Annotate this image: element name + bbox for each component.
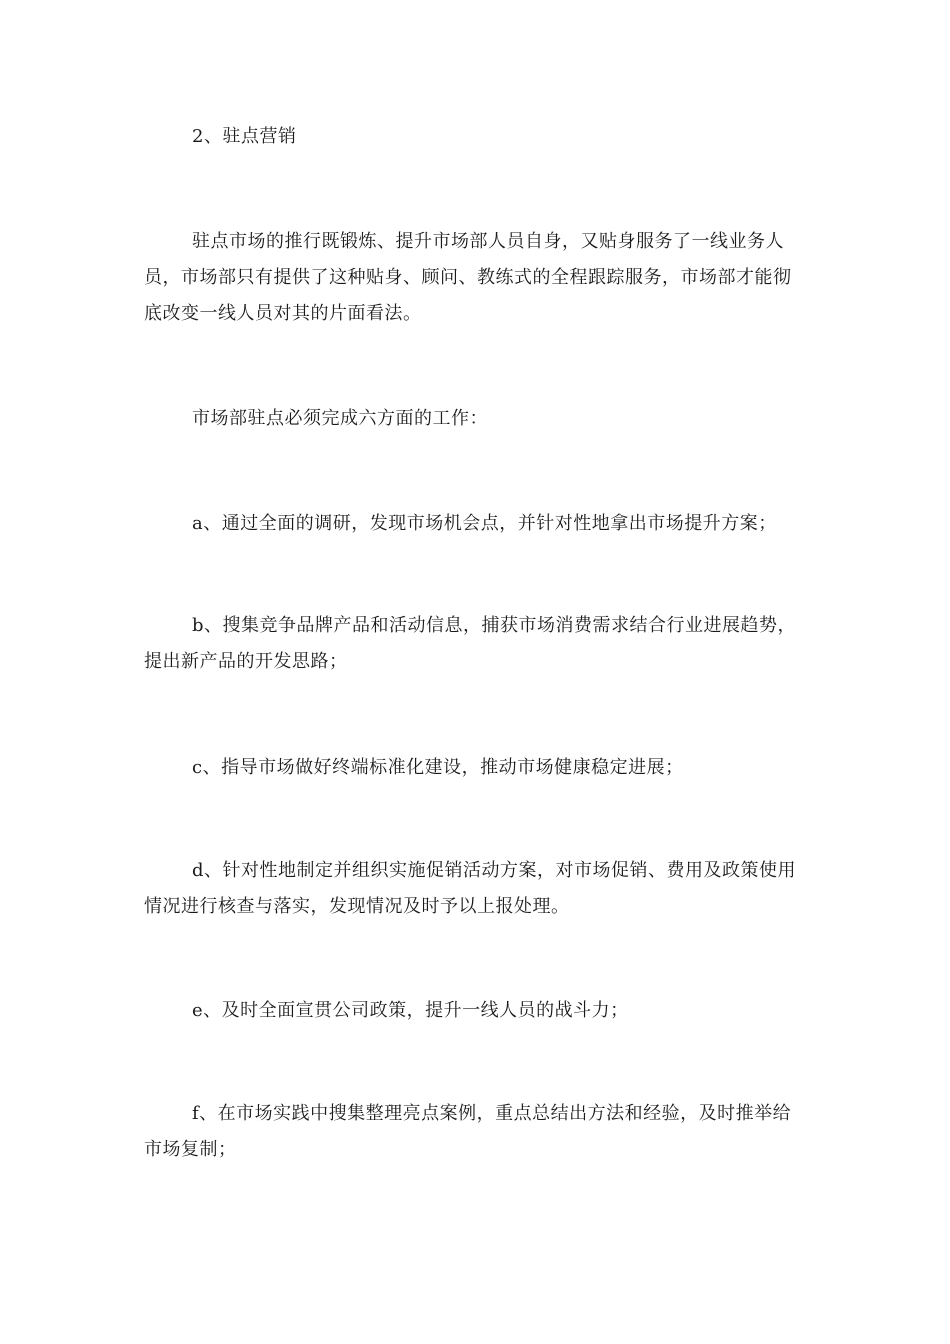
paragraph-task-b: b、搜集竞争品牌产品和活动信息，捕获市场消费需求结合行业进展趋势，提出新产品的开发思路；: [144, 615, 797, 672]
paragraph-task-d: d、针对性地制定并组织实施促销活动方案，对市场促销、费用及政策使用情况进行核查与落实，发现情况及时予以上报处理。: [144, 860, 797, 917]
paragraph-task-a: a、通过全面的调研，发现市场机会点，并针对性地拿出市场提升方案；: [192, 513, 777, 534]
paragraph-task-e: e、及时全面宣贯公司政策，提升一线人员的战斗力；: [192, 1000, 629, 1021]
section-heading: 2、驻点营销: [192, 126, 297, 147]
paragraph-six-tasks: 市场部驻点必须完成六方面的工作：: [192, 408, 488, 429]
paragraph-task-c: c、指导市场做好终端标准化建设，推动市场健康稳定进展；: [192, 757, 684, 778]
paragraph-task-f: f、在市场实践中搜集整理亮点案例，重点总结出方法和经验，及时推举给市场复制；: [144, 1103, 792, 1160]
paragraph-intro: 驻点市场的推行既锻炼、提升市场部人员自身，又贴身服务了一线业务人员，市场部只有提供了这种贴身、顾问、教练式的全程跟踪服务，市场部才能彻底改变一线人员对其的片面看法。: [144, 231, 792, 324]
